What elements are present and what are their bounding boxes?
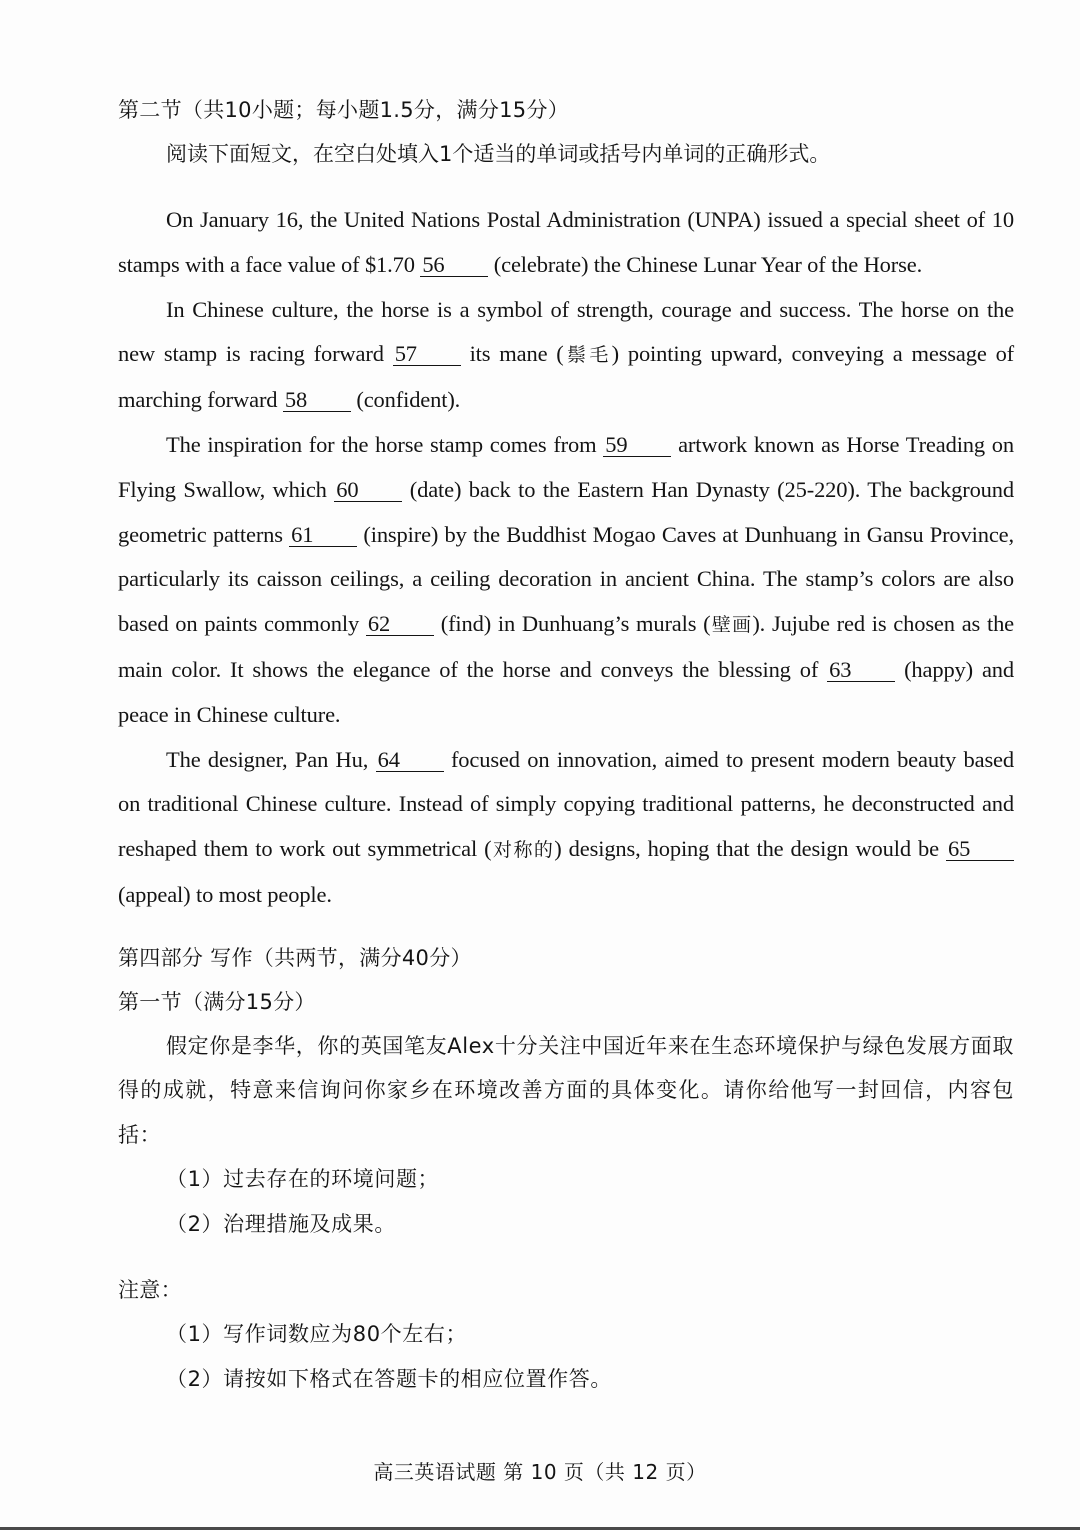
text-segment: (happy) and peace in Chinese culture.: [118, 656, 1014, 727]
writing-prompt: 假定你是李华，你的英国笔友Alex十分关注中国近年来在生态环境保护与绿色发展方面取得的成就，特意来信询问你家乡在环境改善方面的具体变化。请你给他写一封回信，内容包括：: [118, 1033, 1014, 1147]
blank-62[interactable]: 62: [366, 613, 434, 636]
blank-61[interactable]: 61: [289, 524, 357, 547]
blank-64[interactable]: 64: [376, 749, 444, 772]
gloss-murals: 壁画: [710, 614, 753, 637]
text-segment: (inspire) by the Buddhist Mogao Caves at Dunhuang in Gansu Province, particularly its caisson ceilings, a ceiling decoration in ancient China. The stamp’s colors are also based on paints commonly: [118, 521, 1014, 637]
content-point-2: （2）治理措施及成果。: [166, 1211, 396, 1236]
text-segment: (confident).: [350, 387, 461, 413]
text-segment: its mane (: [460, 341, 564, 367]
exam-page: [118, 88, 1014, 1401]
text-segment: ) designs, hoping that the design would be: [554, 836, 946, 862]
text-segment: (date) back to the Eastern Han Dynasty (25-220). The background geometric patterns: [118, 476, 1014, 547]
text-segment: On January 16, the United Nations Postal Administration (UNPA) issued a special sheet of 10 stamps with a face value of $1.70: [118, 207, 1014, 277]
text-segment: ) pointing upward, conveying a message of marching forward: [118, 341, 1015, 413]
text-segment: The inspiration for the horse stamp comes from: [166, 431, 604, 457]
part-4-heading: 第四部分 写作（共两节，满分40分）: [118, 945, 472, 970]
text-segment: ). Jujube red is chosen as the main color. It shows the elegance of the horse and conveys the blessing of: [118, 611, 1015, 682]
blank-56[interactable]: 56: [420, 254, 488, 277]
text-segment: focused on innovation, aimed to present modern beauty based on traditional Chinese culture. Instead of simply copying traditional patterns, he deconstructed and reshaped them to work out symmetrical (: [118, 746, 1014, 862]
text-segment: (appeal) to most people.: [118, 881, 332, 907]
text-segment: The designer, Pan Hu,: [166, 746, 376, 772]
blank-60[interactable]: 60: [334, 479, 402, 502]
note-2: （2）请按如下格式在答题卡的相应位置作答。: [166, 1366, 612, 1391]
blank-58[interactable]: 58: [283, 389, 351, 412]
writing-part: [118, 936, 1014, 1402]
content-point-1: （1）过去存在的环境问题；: [166, 1167, 440, 1192]
passage-paragraph-3: [118, 423, 1014, 738]
section-2-heading: 第二节（共10小题；每小题1.5分，满分15分）: [118, 98, 570, 122]
text-segment: In Chinese culture, the horse is a symbol of strength, courage and success. The horse on the new stamp is racing forward: [118, 296, 1014, 367]
text-segment: artwork known as Horse Treading on Flying Swallow, which: [118, 431, 1015, 502]
text-segment: (find) in Dunhuang’s murals (: [433, 611, 711, 637]
passage-paragraph-1: [118, 198, 1014, 288]
section-2-instruction: 阅读下面短文，在空白处填入1个适当的单词或括号内单词的正确形式。: [166, 142, 831, 166]
passage-paragraph-4: [118, 738, 1014, 918]
gloss-mane: 鬃毛: [563, 344, 612, 367]
blank-65[interactable]: 65: [946, 838, 1014, 861]
passage-paragraph-2: [118, 288, 1014, 423]
text-segment: (celebrate) the Chinese Lunar Year of the Horse.: [488, 251, 923, 277]
blank-63[interactable]: 63: [827, 659, 895, 682]
notes-title: 注意：: [118, 1278, 182, 1303]
cloze-passage: [118, 198, 1014, 918]
blank-57[interactable]: 57: [393, 343, 461, 366]
gloss-symmetrical: 对称的: [491, 839, 555, 862]
note-1: （1）写作词数应为80个左右；: [166, 1322, 468, 1347]
page-footer: 高三英语试题 第 10 页（共 12 页）: [373, 1460, 707, 1484]
writing-section-1-heading: 第一节（满分15分）: [118, 989, 316, 1014]
blank-59[interactable]: 59: [603, 434, 671, 457]
